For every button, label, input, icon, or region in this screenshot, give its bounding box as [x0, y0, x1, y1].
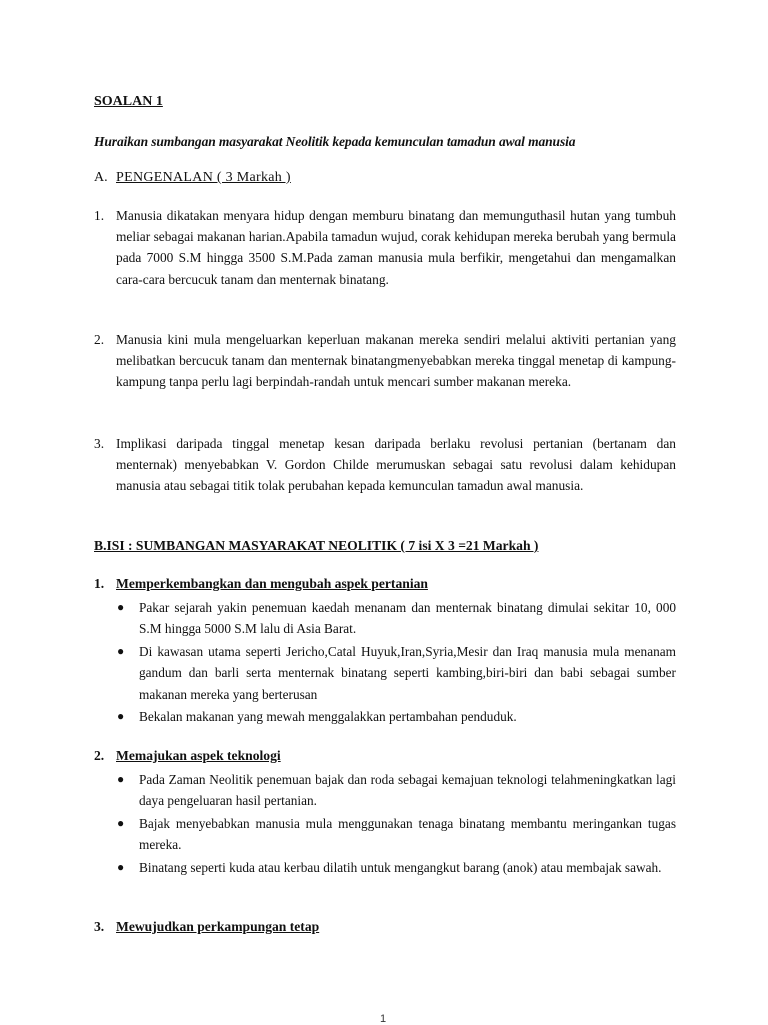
- question-text: Huraikan sumbangan masyarakat Neolitik kepada kemunculan tamadun awal manusia: [94, 134, 576, 149]
- content-point-2-heading: [94, 748, 281, 764]
- intro-item-number: 3.: [94, 436, 105, 451]
- intro-item-number: 2.: [94, 332, 105, 347]
- intro-item-text: Manusia kini mula mengeluarkan keperluan makanan mereka sendiri melalui aktiviti pertanian yang melibatkan bercucuk tanam dan menternak binatangmenyebabkan mereka tinggal menetap di kampung-kampung tanpa perlu lagi berpindah-randah untuk mencari sumber makanan mereka.: [116, 332, 676, 390]
- intro-item-text: Manusia dikatakan menyara hidup dengan memburu binatang dan memunguthasil hutan yang tumbuh meliar sebagai makanan harian.Apabila tamadun wujud, corak kehidupan mereka berubah yang bermula pada 7000 S.M hingga 3500 S.M.Pada zaman manusia mula berfikir, mengetahui dan mengamalkan cara-cara bercucuk tanam dan menternak binatang.: [116, 208, 676, 287]
- content-point-title: Memajukan aspek teknologi: [116, 748, 281, 763]
- question-number-heading: SOALAN 1: [94, 94, 163, 109]
- bullet-text: Bekalan makanan yang mewah menggalakkan pertambahan penduduk.: [139, 709, 517, 725]
- bullet-dot-icon: ●: [117, 643, 125, 658]
- bullet-item: [116, 857, 676, 878]
- intro-item-1: [94, 205, 676, 290]
- bullet-text: Pakar sejarah yakin penemuan kaedah menanam dan menternak binatang dimulai sekitar 10, 000 S.M hingga 5000 S.M lalu di Asia Barat.: [139, 600, 676, 637]
- content-point-2-bullets: [116, 769, 676, 879]
- page-number: 1: [380, 1013, 387, 1025]
- bullet-item: [116, 813, 676, 856]
- bullet-item: [116, 706, 676, 727]
- section-b-heading: B.ISI : SUMBANGAN MASYARAKAT NEOLITIK ( 7 isi X 3 =21 Markah ): [94, 538, 539, 553]
- bullet-text: Bajak menyebabkan manusia mula menggunakan tenaga binatang membantu meringankan tugas mereka.: [139, 815, 676, 853]
- content-point-number: 3.: [94, 919, 105, 934]
- content-point-1-heading: [94, 576, 428, 592]
- content-point-3-heading: [94, 919, 319, 935]
- bullet-dot-icon: ●: [117, 600, 125, 614]
- content-point-number: 1.: [94, 576, 105, 591]
- content-point-title: Memperkembangkan dan mengubah aspek pertanian: [116, 576, 428, 591]
- bullet-item: [116, 597, 676, 640]
- section-a-title: PENGENALAN ( 3 Markah ): [116, 170, 291, 185]
- bullet-dot-icon: ●: [117, 709, 125, 724]
- intro-item-2: [94, 329, 676, 393]
- bullet-dot-icon: ●: [117, 815, 125, 830]
- bullet-dot-icon: ●: [117, 859, 125, 874]
- content-point-title: Mewujudkan perkampungan tetap: [116, 919, 320, 934]
- bullet-item: [116, 769, 676, 812]
- bullet-item: [116, 641, 676, 705]
- intro-item-text: Implikasi daripada tinggal menetap kesan daripada berlaku revolusi pertanian (bertanam dan menternak) menyebabkan V. Gordon Childe merumuskan sebagai satu revolusi dalam kehidupan manusia atau sebagai titik tolak perubahan kepada kemunculan tamadun awal manusia.: [116, 436, 676, 494]
- content-point-1-bullets: [116, 597, 676, 728]
- bullet-dot-icon: ●: [117, 772, 125, 786]
- section-a-heading: [94, 170, 291, 186]
- intro-item-number: 1.: [94, 208, 105, 223]
- bullet-text: Di kawasan utama seperti Jericho,Catal Huyuk,Iran,Syria,Mesir dan Iraq manusia mula menanam gandum dan barli serta menternak binatang seperti kambing,biri-biri dan babi sebagai sumber makanan mereka yang berterusan: [139, 643, 676, 702]
- bullet-text: Pada Zaman Neolitik penemuan bajak dan roda sebagai kemajuan teknologi telahmeningkatkan lagi daya pengeluaran hasil pertanian.: [139, 772, 676, 809]
- content-point-number: 2.: [94, 748, 105, 763]
- bullet-text: Binatang seperti kuda atau kerbau dilatih untuk mengangkut barang (anok) atau membajak sawah.: [139, 859, 662, 875]
- intro-item-3: [94, 433, 676, 497]
- section-a-letter: A.: [94, 170, 108, 185]
